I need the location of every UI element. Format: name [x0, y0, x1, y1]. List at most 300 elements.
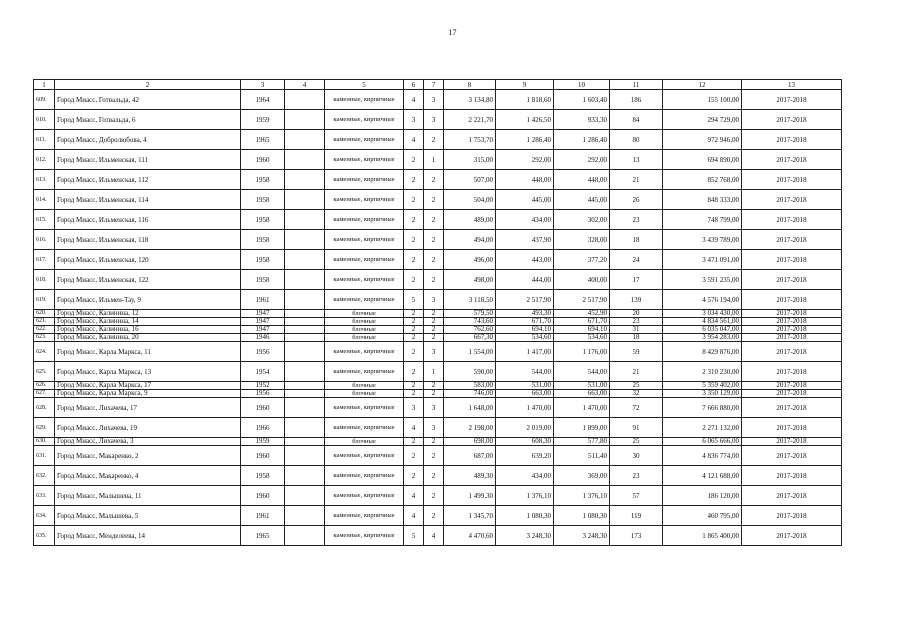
area-col9-cell: 434,00 [496, 210, 554, 230]
address-cell: Город Миасс, Добролюбова, 4 [55, 130, 241, 150]
table-row [34, 326, 842, 334]
period-cell: 2017-2018 [742, 486, 842, 506]
col4-cell [285, 110, 325, 130]
residents-cell: 186 [610, 90, 663, 110]
table-row [34, 130, 842, 150]
area-col9-cell: 445,00 [496, 190, 554, 210]
residents-cell: 57 [610, 486, 663, 506]
floors-cell: 3 [404, 110, 424, 130]
area-col10-cell: 1 376,10 [554, 486, 610, 506]
col7-cell: 2 [424, 210, 444, 230]
cost-cell: 3 471 091,00 [663, 250, 742, 270]
area-col9-cell: 1 470,00 [496, 398, 554, 418]
col4-cell [285, 230, 325, 250]
area-col9-cell: 663,00 [496, 390, 554, 398]
area-col10-cell: 534,60 [554, 334, 610, 342]
material-cell: каменные, кирпичные [325, 150, 404, 170]
table-row [34, 466, 842, 486]
floors-cell: 4 [404, 130, 424, 150]
address-cell: Город Миасс, Лихачева, 3 [55, 438, 241, 446]
row-number-cell: 629. [34, 418, 55, 438]
area-total-cell: 489,00 [444, 210, 496, 230]
area-col9-cell: 1 286,40 [496, 130, 554, 150]
row-number-cell: 610. [34, 110, 55, 130]
material-cell: каменные, кирпичные [325, 342, 404, 362]
area-col9-cell: 531,00 [496, 382, 554, 390]
table-row [34, 230, 842, 250]
table-row [34, 382, 842, 390]
floors-cell: 4 [404, 486, 424, 506]
year-cell: 1960 [241, 446, 285, 466]
area-col10-cell: 694,10 [554, 326, 610, 334]
area-col10-cell: 577,80 [554, 438, 610, 446]
col7-cell: 2 [424, 270, 444, 290]
row-number-cell: 611. [34, 130, 55, 150]
period-cell: 2017-2018 [742, 326, 842, 334]
cost-cell: 4 121 688,00 [663, 466, 742, 486]
col7-cell: 4 [424, 526, 444, 546]
cost-cell: 6 065 666,00 [663, 438, 742, 446]
area-col10-cell: 1 080,30 [554, 506, 610, 526]
address-cell: Город Миасс, Менделеева, 14 [55, 526, 241, 546]
year-cell: 1958 [241, 210, 285, 230]
col7-cell: 2 [424, 466, 444, 486]
address-cell: Город Миасс, Калинина, 20 [55, 334, 241, 342]
area-col9-cell: 2 517,90 [496, 290, 554, 310]
material-cell: каменные, кирпичные [325, 170, 404, 190]
col4-cell [285, 326, 325, 334]
area-total-cell: 2 221,70 [444, 110, 496, 130]
floors-cell: 2 [404, 230, 424, 250]
area-total-cell: 3 118,50 [444, 290, 496, 310]
residents-cell: 173 [610, 526, 663, 546]
row-number-cell: 628. [34, 398, 55, 418]
col4-cell [285, 398, 325, 418]
cost-cell: 694 890,00 [663, 150, 742, 170]
year-cell: 1958 [241, 170, 285, 190]
column-header: 10 [554, 80, 610, 90]
residents-cell: 119 [610, 506, 663, 526]
table-row [34, 446, 842, 466]
table-row [34, 418, 842, 438]
row-number-cell: 618. [34, 270, 55, 290]
col4-cell [285, 362, 325, 382]
residents-cell: 23 [610, 466, 663, 486]
address-cell: Город Миасс, Карла Маркса, 9 [55, 390, 241, 398]
address-cell: Город Миасс, Лихачева, 17 [55, 398, 241, 418]
cost-cell: 186 120,00 [663, 486, 742, 506]
residents-cell: 17 [610, 270, 663, 290]
area-total-cell: 590,00 [444, 362, 496, 382]
floors-cell: 2 [404, 326, 424, 334]
table-row [34, 190, 842, 210]
year-cell: 1960 [241, 486, 285, 506]
row-number-cell: 620. [34, 310, 55, 318]
area-total-cell: 3 134,80 [444, 90, 496, 110]
cost-cell: 6 035 047,00 [663, 326, 742, 334]
col4-cell [285, 270, 325, 290]
floors-cell: 5 [404, 526, 424, 546]
year-cell: 1966 [241, 418, 285, 438]
cost-cell: 4 576 194,00 [663, 290, 742, 310]
cost-cell: 7 666 880,00 [663, 398, 742, 418]
cost-cell: 3 350 129,00 [663, 390, 742, 398]
cost-cell: 3 439 789,00 [663, 230, 742, 250]
row-number-cell: 612. [34, 150, 55, 170]
period-cell: 2017-2018 [742, 418, 842, 438]
year-cell: 1952 [241, 382, 285, 390]
area-col9-cell: 1 080,30 [496, 506, 554, 526]
area-col10-cell: 2 517,90 [554, 290, 610, 310]
floors-cell: 4 [404, 90, 424, 110]
area-col10-cell: 377,20 [554, 250, 610, 270]
material-cell: каменные, кирпичные [325, 362, 404, 382]
year-cell: 1958 [241, 250, 285, 270]
year-cell: 1954 [241, 362, 285, 382]
row-number-cell: 624. [34, 342, 55, 362]
housing-register-table [33, 79, 842, 546]
floors-cell: 2 [404, 190, 424, 210]
floors-cell: 2 [404, 334, 424, 342]
col4-cell [285, 342, 325, 362]
area-col10-cell: 292,00 [554, 150, 610, 170]
year-cell: 1961 [241, 506, 285, 526]
period-cell: 2017-2018 [742, 170, 842, 190]
floors-cell: 2 [404, 150, 424, 170]
residents-cell: 25 [610, 438, 663, 446]
cost-cell: 155 100,00 [663, 90, 742, 110]
residents-cell: 139 [610, 290, 663, 310]
col7-cell: 2 [424, 190, 444, 210]
area-total-cell: 1 499,30 [444, 486, 496, 506]
col7-cell: 2 [424, 170, 444, 190]
col4-cell [285, 318, 325, 326]
material-cell: каменные, кирпичные [325, 290, 404, 310]
area-col10-cell: 452,90 [554, 310, 610, 318]
period-cell: 2017-2018 [742, 438, 842, 446]
period-cell: 2017-2018 [742, 270, 842, 290]
row-number-cell: 613. [34, 170, 55, 190]
area-col10-cell: 328,00 [554, 230, 610, 250]
address-cell: Город Миасс, Малышева, 5 [55, 506, 241, 526]
col7-cell: 2 [424, 310, 444, 318]
col7-cell: 2 [424, 326, 444, 334]
year-cell: 1965 [241, 130, 285, 150]
table-row [34, 290, 842, 310]
cost-cell: 848 333,00 [663, 190, 742, 210]
table-row [34, 486, 842, 506]
table-row [34, 170, 842, 190]
col4-cell [285, 390, 325, 398]
col7-cell: 2 [424, 506, 444, 526]
area-total-cell: 498,00 [444, 270, 496, 290]
material-cell: каменные, кирпичные [325, 466, 404, 486]
table-row [34, 506, 842, 526]
row-number-cell: 616. [34, 230, 55, 250]
row-number-cell: 622. [34, 326, 55, 334]
year-cell: 1946 [241, 334, 285, 342]
area-col10-cell: 663,00 [554, 390, 610, 398]
cost-cell: 294 729,00 [663, 110, 742, 130]
area-col10-cell: 3 248,30 [554, 526, 610, 546]
cost-cell: 972 946,00 [663, 130, 742, 150]
material-cell: каменные, кирпичные [325, 418, 404, 438]
year-cell: 1956 [241, 342, 285, 362]
year-cell: 1960 [241, 150, 285, 170]
material-cell: каменные, кирпичные [325, 110, 404, 130]
area-col10-cell: 511,40 [554, 446, 610, 466]
header-row [34, 80, 842, 90]
col4-cell [285, 334, 325, 342]
residents-cell: 91 [610, 418, 663, 438]
period-cell: 2017-2018 [742, 190, 842, 210]
material-cell: блочные [325, 334, 404, 342]
address-cell: Город Миасс, Ильменская, 111 [55, 150, 241, 170]
year-cell: 1947 [241, 318, 285, 326]
area-total-cell: 579,50 [444, 310, 496, 318]
floors-cell: 2 [404, 466, 424, 486]
column-header: 4 [285, 80, 325, 90]
material-cell: блочные [325, 318, 404, 326]
material-cell: блочные [325, 438, 404, 446]
floors-cell: 3 [404, 398, 424, 418]
area-total-cell: 687,00 [444, 446, 496, 466]
table-row [34, 398, 842, 418]
area-col9-cell: 608,30 [496, 438, 554, 446]
area-col9-cell: 1 818,60 [496, 90, 554, 110]
column-header: 1 [34, 80, 55, 90]
area-total-cell: 743,60 [444, 318, 496, 326]
residents-cell: 21 [610, 170, 663, 190]
col4-cell [285, 438, 325, 446]
residents-cell: 32 [610, 390, 663, 398]
area-total-cell: 504,00 [444, 190, 496, 210]
floors-cell: 2 [404, 382, 424, 390]
area-col9-cell: 694,10 [496, 326, 554, 334]
col4-cell [285, 466, 325, 486]
cost-cell: 3 954 283,00 [663, 334, 742, 342]
period-cell: 2017-2018 [742, 90, 842, 110]
row-number-cell: 627. [34, 390, 55, 398]
row-number-cell: 625. [34, 362, 55, 382]
row-number-cell: 615. [34, 210, 55, 230]
residents-cell: 59 [610, 342, 663, 362]
address-cell: Город Миасс, Готвальда, 6 [55, 110, 241, 130]
year-cell: 1959 [241, 110, 285, 130]
col4-cell [285, 418, 325, 438]
column-header: 5 [325, 80, 404, 90]
period-cell: 2017-2018 [742, 526, 842, 546]
table-body [34, 90, 842, 546]
period-cell: 2017-2018 [742, 130, 842, 150]
year-cell: 1965 [241, 526, 285, 546]
table-row [34, 90, 842, 110]
column-header: 9 [496, 80, 554, 90]
row-number-cell: 619. [34, 290, 55, 310]
material-cell: каменные, кирпичные [325, 446, 404, 466]
col7-cell: 2 [424, 250, 444, 270]
floors-cell: 2 [404, 390, 424, 398]
row-number-cell: 621. [34, 318, 55, 326]
col4-cell [285, 190, 325, 210]
area-total-cell: 698,00 [444, 438, 496, 446]
col7-cell: 2 [424, 390, 444, 398]
floors-cell: 2 [404, 170, 424, 190]
residents-cell: 21 [610, 362, 663, 382]
area-col10-cell: 1 286,40 [554, 130, 610, 150]
address-cell: Город Миасс, Ильменская, 116 [55, 210, 241, 230]
material-cell: каменные, кирпичные [325, 270, 404, 290]
residents-cell: 20 [610, 310, 663, 318]
col4-cell [285, 250, 325, 270]
col7-cell: 1 [424, 150, 444, 170]
material-cell: каменные, кирпичные [325, 210, 404, 230]
col4-cell [285, 290, 325, 310]
area-col10-cell: 448,00 [554, 170, 610, 190]
area-col9-cell: 434,00 [496, 466, 554, 486]
year-cell: 1961 [241, 290, 285, 310]
residents-cell: 30 [610, 446, 663, 466]
period-cell: 2017-2018 [742, 210, 842, 230]
col7-cell: 2 [424, 318, 444, 326]
table-row [34, 334, 842, 342]
material-cell: каменные, кирпичные [325, 506, 404, 526]
column-header: 11 [610, 80, 663, 90]
table-row [34, 390, 842, 398]
col7-cell: 3 [424, 418, 444, 438]
col4-cell [285, 90, 325, 110]
address-cell: Город Миасс, Макаренко, 4 [55, 466, 241, 486]
table-row [34, 250, 842, 270]
area-col10-cell: 302,00 [554, 210, 610, 230]
row-number-cell: 633. [34, 486, 55, 506]
year-cell: 1958 [241, 466, 285, 486]
area-total-cell: 4 470,60 [444, 526, 496, 546]
floors-cell: 2 [404, 250, 424, 270]
area-col9-cell: 448,00 [496, 170, 554, 190]
col7-cell: 2 [424, 438, 444, 446]
address-cell: Город Миасс, Ильменская, 112 [55, 170, 241, 190]
col7-cell: 2 [424, 382, 444, 390]
year-cell: 1958 [241, 190, 285, 210]
row-number-cell: 631. [34, 446, 55, 466]
year-cell: 1958 [241, 230, 285, 250]
area-col9-cell: 3 248,30 [496, 526, 554, 546]
col4-cell [285, 506, 325, 526]
address-cell: Город Миасс, Карла Маркса, 13 [55, 362, 241, 382]
cost-cell: 8 429 876,00 [663, 342, 742, 362]
col7-cell: 3 [424, 90, 444, 110]
row-number-cell: 634. [34, 506, 55, 526]
area-col9-cell: 444,00 [496, 270, 554, 290]
area-col9-cell: 1 376,10 [496, 486, 554, 506]
col7-cell: 3 [424, 290, 444, 310]
year-cell: 1947 [241, 310, 285, 318]
address-cell: Город Миасс, Макаренко, 2 [55, 446, 241, 466]
address-cell: Город Миасс, Готвальда, 42 [55, 90, 241, 110]
cost-cell: 2 271 132,00 [663, 418, 742, 438]
area-total-cell: 315,00 [444, 150, 496, 170]
period-cell: 2017-2018 [742, 390, 842, 398]
period-cell: 2017-2018 [742, 150, 842, 170]
residents-cell: 18 [610, 334, 663, 342]
row-number-cell: 630. [34, 438, 55, 446]
column-header: 6 [404, 80, 424, 90]
cost-cell: 852 768,00 [663, 170, 742, 190]
material-cell: каменные, кирпичные [325, 90, 404, 110]
area-col9-cell: 534,60 [496, 334, 554, 342]
floors-cell: 2 [404, 362, 424, 382]
material-cell: каменные, кирпичные [325, 230, 404, 250]
col7-cell: 2 [424, 486, 444, 506]
table-row [34, 210, 842, 230]
area-col10-cell: 933,30 [554, 110, 610, 130]
area-col10-cell: 1 470,00 [554, 398, 610, 418]
column-header: 3 [241, 80, 285, 90]
period-cell: 2017-2018 [742, 506, 842, 526]
year-cell: 1947 [241, 326, 285, 334]
area-total-cell: 667,30 [444, 334, 496, 342]
period-cell: 2017-2018 [742, 342, 842, 362]
address-cell: Город Миасс, Ильменская, 114 [55, 190, 241, 210]
floors-cell: 2 [404, 318, 424, 326]
material-cell: каменные, кирпичные [325, 250, 404, 270]
col4-cell [285, 150, 325, 170]
cost-cell: 5 359 402,00 [663, 382, 742, 390]
year-cell: 1958 [241, 270, 285, 290]
area-col9-cell: 1 417,00 [496, 342, 554, 362]
row-number-cell: 614. [34, 190, 55, 210]
row-number-cell: 626. [34, 382, 55, 390]
area-total-cell: 1 554,00 [444, 342, 496, 362]
year-cell: 1960 [241, 398, 285, 418]
address-cell: Город Миасс, Ильменская, 120 [55, 250, 241, 270]
period-cell: 2017-2018 [742, 398, 842, 418]
area-col10-cell: 400,00 [554, 270, 610, 290]
area-col9-cell: 2 019,00 [496, 418, 554, 438]
period-cell: 2017-2018 [742, 382, 842, 390]
floors-cell: 2 [404, 310, 424, 318]
area-col10-cell: 531,00 [554, 382, 610, 390]
col4-cell [285, 526, 325, 546]
residents-cell: 25 [610, 382, 663, 390]
material-cell: блочные [325, 390, 404, 398]
area-col9-cell: 639,20 [496, 446, 554, 466]
area-col9-cell: 292,00 [496, 150, 554, 170]
floors-cell: 4 [404, 418, 424, 438]
col7-cell: 2 [424, 334, 444, 342]
year-cell: 1959 [241, 438, 285, 446]
residents-cell: 26 [610, 190, 663, 210]
residents-cell: 23 [610, 210, 663, 230]
area-col9-cell: 544,00 [496, 362, 554, 382]
period-cell: 2017-2018 [742, 310, 842, 318]
table-row [34, 362, 842, 382]
area-total-cell: 746,00 [444, 390, 496, 398]
cost-cell: 1 865 400,00 [663, 526, 742, 546]
material-cell: каменные, кирпичные [325, 486, 404, 506]
col7-cell: 3 [424, 398, 444, 418]
address-cell: Город Миасс, Лихачева, 19 [55, 418, 241, 438]
area-col9-cell: 443,00 [496, 250, 554, 270]
col7-cell: 3 [424, 110, 444, 130]
row-number-cell: 623. [34, 334, 55, 342]
page-number: 17 [448, 28, 457, 37]
area-total-cell: 1 753,70 [444, 130, 496, 150]
area-col10-cell: 1 899,00 [554, 418, 610, 438]
period-cell: 2017-2018 [742, 466, 842, 486]
period-cell: 2017-2018 [742, 334, 842, 342]
